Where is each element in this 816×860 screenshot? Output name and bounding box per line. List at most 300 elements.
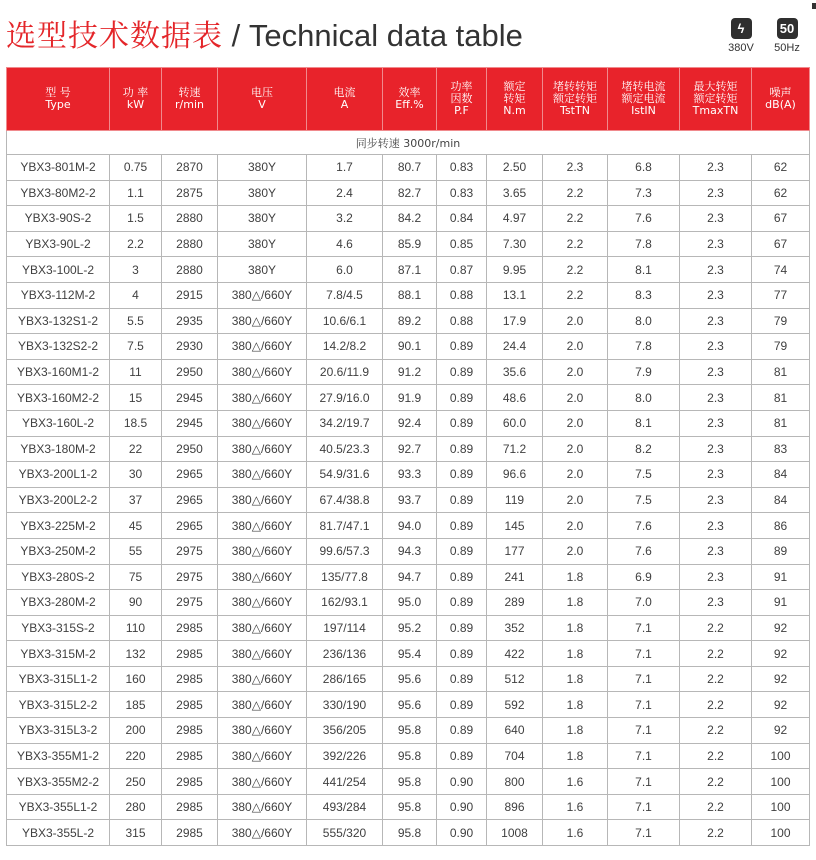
column-header-type xyxy=(7,68,110,131)
cell-efficiency: 95.0 xyxy=(383,590,437,616)
cell-speed: 2870 xyxy=(162,155,218,181)
cell-locked-torque-ratio: 1.8 xyxy=(543,743,608,769)
cell-locked-current-ratio: 7.0 xyxy=(608,590,680,616)
cell-power-factor: 0.89 xyxy=(437,615,487,641)
table-row xyxy=(7,180,810,206)
cell-noise: 84 xyxy=(752,462,810,488)
table-row xyxy=(7,692,810,718)
cell-locked-torque-ratio: 2.2 xyxy=(543,282,608,308)
voltage-label: 380V xyxy=(728,42,754,54)
cell-current: 197/114 xyxy=(307,615,383,641)
cell-max-torque-ratio: 2.3 xyxy=(680,308,752,334)
cell-power: 18.5 xyxy=(110,410,162,436)
cell-rated-torque: 145 xyxy=(487,513,543,539)
cell-locked-torque-ratio: 2.2 xyxy=(543,180,608,206)
cell-type: YBX3-132S1-2 xyxy=(7,308,110,334)
cell-voltage: 380Y xyxy=(218,257,307,283)
cell-locked-torque-ratio: 2.0 xyxy=(543,513,608,539)
cell-power: 37 xyxy=(110,487,162,513)
cell-power-factor: 0.89 xyxy=(437,334,487,360)
cell-power: 90 xyxy=(110,590,162,616)
cell-current: 3.2 xyxy=(307,206,383,232)
cell-voltage: 380△/660Y xyxy=(218,769,307,795)
cell-locked-current-ratio: 7.1 xyxy=(608,718,680,744)
cell-type: YBX3-160M2-2 xyxy=(7,385,110,411)
column-header-cn-line: 最大转矩 xyxy=(693,80,738,93)
cell-power-factor: 0.89 xyxy=(437,462,487,488)
cell-locked-current-ratio: 8.0 xyxy=(608,308,680,334)
cell-max-torque-ratio: 2.3 xyxy=(680,206,752,232)
cell-max-torque-ratio: 2.2 xyxy=(680,718,752,744)
table-row xyxy=(7,308,810,334)
cell-voltage: 380Y xyxy=(218,206,307,232)
cell-voltage: 380Y xyxy=(218,180,307,206)
cell-voltage: 380△/660Y xyxy=(218,538,307,564)
table-header-row xyxy=(7,68,810,131)
cell-locked-torque-ratio: 2.2 xyxy=(543,231,608,257)
cell-locked-torque-ratio: 1.8 xyxy=(543,666,608,692)
cell-noise: 100 xyxy=(752,820,810,846)
table-row xyxy=(7,359,810,385)
cell-power: 1.1 xyxy=(110,180,162,206)
cell-noise: 62 xyxy=(752,180,810,206)
cell-power: 4 xyxy=(110,282,162,308)
cell-voltage: 380△/660Y xyxy=(218,436,307,462)
cell-current: 493/284 xyxy=(307,794,383,820)
cell-locked-current-ratio: 7.6 xyxy=(608,538,680,564)
cell-locked-current-ratio: 8.1 xyxy=(608,410,680,436)
cell-rated-torque: 13.1 xyxy=(487,282,543,308)
cell-power-factor: 0.90 xyxy=(437,820,487,846)
cell-max-torque-ratio: 2.2 xyxy=(680,820,752,846)
cell-speed: 2985 xyxy=(162,641,218,667)
cell-max-torque-ratio: 2.3 xyxy=(680,538,752,564)
cell-power: 0.75 xyxy=(110,155,162,181)
cell-rated-torque: 4.97 xyxy=(487,206,543,232)
cell-rated-torque: 896 xyxy=(487,794,543,820)
table-row xyxy=(7,206,810,232)
cell-locked-torque-ratio: 2.2 xyxy=(543,206,608,232)
frequency-badge xyxy=(767,18,807,54)
cell-locked-torque-ratio: 1.8 xyxy=(543,615,608,641)
cell-efficiency: 89.2 xyxy=(383,308,437,334)
cell-efficiency: 85.9 xyxy=(383,231,437,257)
cell-max-torque-ratio: 2.3 xyxy=(680,359,752,385)
cell-max-torque-ratio: 2.3 xyxy=(680,436,752,462)
table-row xyxy=(7,282,810,308)
column-header-en: r/min xyxy=(175,98,204,111)
cell-locked-torque-ratio: 1.6 xyxy=(543,794,608,820)
cell-voltage: 380△/660Y xyxy=(218,385,307,411)
voltage-badge xyxy=(721,18,761,54)
lightning-icon: ϟ xyxy=(731,18,752,39)
table-row xyxy=(7,436,810,462)
page-title xyxy=(6,16,523,57)
cell-rated-torque: 48.6 xyxy=(487,385,543,411)
cell-noise: 100 xyxy=(752,743,810,769)
cell-efficiency: 95.4 xyxy=(383,641,437,667)
cell-locked-torque-ratio: 2.0 xyxy=(543,308,608,334)
cell-noise: 79 xyxy=(752,334,810,360)
cell-max-torque-ratio: 2.2 xyxy=(680,641,752,667)
cell-power-factor: 0.89 xyxy=(437,743,487,769)
column-header-cn-line: 堵转电流 xyxy=(621,80,666,93)
cell-power-factor: 0.88 xyxy=(437,282,487,308)
cell-max-torque-ratio: 2.2 xyxy=(680,743,752,769)
cell-efficiency: 92.7 xyxy=(383,436,437,462)
cell-locked-torque-ratio: 1.8 xyxy=(543,641,608,667)
cell-power: 15 xyxy=(110,385,162,411)
column-header-cn-line: 噪声 xyxy=(769,86,792,99)
cell-locked-torque-ratio: 1.8 xyxy=(543,564,608,590)
cell-voltage: 380△/660Y xyxy=(218,334,307,360)
cell-type: YBX3-200L1-2 xyxy=(7,462,110,488)
cell-power: 22 xyxy=(110,436,162,462)
cell-speed: 2945 xyxy=(162,385,218,411)
cell-power: 110 xyxy=(110,615,162,641)
table-row xyxy=(7,820,810,846)
cell-current: 555/320 xyxy=(307,820,383,846)
cell-max-torque-ratio: 2.3 xyxy=(680,410,752,436)
cell-locked-torque-ratio: 2.0 xyxy=(543,410,608,436)
cell-max-torque-ratio: 2.3 xyxy=(680,564,752,590)
corner-mark xyxy=(812,3,816,9)
cell-locked-current-ratio: 8.0 xyxy=(608,385,680,411)
cell-efficiency: 87.1 xyxy=(383,257,437,283)
cell-power: 280 xyxy=(110,794,162,820)
cell-rated-torque: 241 xyxy=(487,564,543,590)
cell-rated-torque: 352 xyxy=(487,615,543,641)
cell-voltage: 380Y xyxy=(218,231,307,257)
cell-efficiency: 82.7 xyxy=(383,180,437,206)
cell-current: 4.6 xyxy=(307,231,383,257)
cell-voltage: 380△/660Y xyxy=(218,487,307,513)
cell-noise: 92 xyxy=(752,718,810,744)
cell-locked-torque-ratio: 2.2 xyxy=(543,257,608,283)
cell-speed: 2875 xyxy=(162,180,218,206)
cell-power-factor: 0.83 xyxy=(437,180,487,206)
column-header-cn-line: 堵转转矩 xyxy=(553,80,597,93)
cell-type: YBX3-132S2-2 xyxy=(7,334,110,360)
table-row xyxy=(7,513,810,539)
cell-efficiency: 84.2 xyxy=(383,206,437,232)
cell-noise: 92 xyxy=(752,615,810,641)
table-row xyxy=(7,155,810,181)
cell-current: 162/93.1 xyxy=(307,590,383,616)
sync-speed-row xyxy=(7,131,810,155)
cell-current: 7.8/4.5 xyxy=(307,282,383,308)
table-row xyxy=(7,410,810,436)
column-header-en: Eff.% xyxy=(395,98,424,111)
cell-locked-torque-ratio: 2.3 xyxy=(543,155,608,181)
cell-locked-current-ratio: 7.5 xyxy=(608,487,680,513)
cell-power-factor: 0.89 xyxy=(437,666,487,692)
cell-rated-torque: 24.4 xyxy=(487,334,543,360)
cell-rated-torque: 35.6 xyxy=(487,359,543,385)
column-header-en: P.F xyxy=(454,104,469,117)
column-header-en: kW xyxy=(126,98,145,111)
table-row xyxy=(7,769,810,795)
cell-power-factor: 0.89 xyxy=(437,513,487,539)
cell-max-torque-ratio: 2.3 xyxy=(680,462,752,488)
cell-type: YBX3-200L2-2 xyxy=(7,487,110,513)
table-row xyxy=(7,641,810,667)
cell-efficiency: 91.9 xyxy=(383,385,437,411)
cell-locked-current-ratio: 7.1 xyxy=(608,692,680,718)
cell-power-factor: 0.83 xyxy=(437,155,487,181)
cell-efficiency: 95.8 xyxy=(383,718,437,744)
cell-type: YBX3-315L2-2 xyxy=(7,692,110,718)
cell-current: 356/205 xyxy=(307,718,383,744)
cell-power-factor: 0.89 xyxy=(437,692,487,718)
table-row xyxy=(7,564,810,590)
cell-rated-torque: 640 xyxy=(487,718,543,744)
cell-max-torque-ratio: 2.3 xyxy=(680,487,752,513)
cell-voltage: 380△/660Y xyxy=(218,359,307,385)
cell-current: 67.4/38.8 xyxy=(307,487,383,513)
cell-noise: 92 xyxy=(752,641,810,667)
cell-noise: 91 xyxy=(752,564,810,590)
cell-max-torque-ratio: 2.2 xyxy=(680,794,752,820)
column-header-cn-line: 电压 xyxy=(251,86,273,99)
cell-type: YBX3-315L3-2 xyxy=(7,718,110,744)
cell-locked-current-ratio: 7.1 xyxy=(608,820,680,846)
cell-type: YBX3-90L-2 xyxy=(7,231,110,257)
column-header-en: V xyxy=(258,98,266,111)
cell-rated-torque: 177 xyxy=(487,538,543,564)
column-header-cn-line: 电流 xyxy=(333,86,356,99)
cell-speed: 2985 xyxy=(162,718,218,744)
cell-power: 185 xyxy=(110,692,162,718)
cell-noise: 67 xyxy=(752,231,810,257)
cell-efficiency: 94.3 xyxy=(383,538,437,564)
column-header-cn-line: 额定电流 xyxy=(621,92,666,105)
cell-max-torque-ratio: 2.3 xyxy=(680,513,752,539)
cell-current: 14.2/8.2 xyxy=(307,334,383,360)
cell-current: 40.5/23.3 xyxy=(307,436,383,462)
cell-noise: 81 xyxy=(752,410,810,436)
cell-power: 55 xyxy=(110,538,162,564)
cell-rated-torque: 2.50 xyxy=(487,155,543,181)
cell-power-factor: 0.89 xyxy=(437,410,487,436)
cell-current: 441/254 xyxy=(307,769,383,795)
column-header-en: A xyxy=(340,98,349,111)
cell-locked-current-ratio: 7.3 xyxy=(608,180,680,206)
column-header-en: Type xyxy=(45,98,71,111)
cell-efficiency: 80.7 xyxy=(383,155,437,181)
cell-noise: 81 xyxy=(752,385,810,411)
cell-locked-current-ratio: 7.1 xyxy=(608,794,680,820)
cell-locked-current-ratio: 7.6 xyxy=(608,513,680,539)
table-row xyxy=(7,231,810,257)
cell-power-factor: 0.89 xyxy=(437,718,487,744)
title-separator: / xyxy=(231,18,241,53)
cell-current: 34.2/19.7 xyxy=(307,410,383,436)
column-header-power-factor xyxy=(437,68,487,131)
table-row xyxy=(7,615,810,641)
cell-efficiency: 95.8 xyxy=(383,820,437,846)
cell-noise: 86 xyxy=(752,513,810,539)
cell-current: 236/136 xyxy=(307,641,383,667)
table-row xyxy=(7,794,810,820)
cell-rated-torque: 704 xyxy=(487,743,543,769)
cell-type: YBX3-180M-2 xyxy=(7,436,110,462)
cell-voltage: 380△/660Y xyxy=(218,615,307,641)
cell-max-torque-ratio: 2.3 xyxy=(680,231,752,257)
cell-power: 220 xyxy=(110,743,162,769)
cell-type: YBX3-315M-2 xyxy=(7,641,110,667)
cell-power: 7.5 xyxy=(110,334,162,360)
cell-voltage: 380△/660Y xyxy=(218,308,307,334)
cell-rated-torque: 3.65 xyxy=(487,180,543,206)
cell-rated-torque: 60.0 xyxy=(487,410,543,436)
column-header-cn-line: 因数 xyxy=(450,92,473,105)
cell-speed: 2985 xyxy=(162,615,218,641)
cell-max-torque-ratio: 2.3 xyxy=(680,155,752,181)
cell-current: 81.7/47.1 xyxy=(307,513,383,539)
cell-power-factor: 0.90 xyxy=(437,794,487,820)
cell-efficiency: 95.8 xyxy=(383,743,437,769)
cell-power: 5.5 xyxy=(110,308,162,334)
column-header-cn-line: 功率 xyxy=(450,80,473,93)
table-row xyxy=(7,462,810,488)
cell-rated-torque: 7.30 xyxy=(487,231,543,257)
cell-type: YBX3-355M1-2 xyxy=(7,743,110,769)
cell-max-torque-ratio: 2.2 xyxy=(680,769,752,795)
cell-noise: 92 xyxy=(752,666,810,692)
cell-power: 45 xyxy=(110,513,162,539)
cell-rated-torque: 17.9 xyxy=(487,308,543,334)
cell-current: 99.6/57.3 xyxy=(307,538,383,564)
cell-noise: 62 xyxy=(752,155,810,181)
cell-max-torque-ratio: 2.3 xyxy=(680,334,752,360)
cell-power: 315 xyxy=(110,820,162,846)
cell-speed: 2985 xyxy=(162,743,218,769)
cell-voltage: 380Y xyxy=(218,155,307,181)
cell-type: YBX3-280M-2 xyxy=(7,590,110,616)
cell-efficiency: 91.2 xyxy=(383,359,437,385)
table-row xyxy=(7,538,810,564)
cell-rated-torque: 422 xyxy=(487,641,543,667)
column-header-locked-torque-ratio xyxy=(543,68,608,131)
cell-type: YBX3-801M-2 xyxy=(7,155,110,181)
cell-power: 1.5 xyxy=(110,206,162,232)
column-header-cn-line: 额定 xyxy=(503,80,526,93)
column-header-en: TmaxTN xyxy=(692,104,739,117)
cell-type: YBX3-100L-2 xyxy=(7,257,110,283)
table-row xyxy=(7,257,810,283)
sync-speed-label: 同步转速 3000r/min xyxy=(7,131,810,155)
cell-locked-current-ratio: 8.1 xyxy=(608,257,680,283)
cell-efficiency: 88.1 xyxy=(383,282,437,308)
cell-voltage: 380△/660Y xyxy=(218,641,307,667)
cell-power-factor: 0.89 xyxy=(437,436,487,462)
cell-power-factor: 0.89 xyxy=(437,487,487,513)
cell-power: 3 xyxy=(110,257,162,283)
column-header-cn-line: 效率 xyxy=(398,86,421,99)
cell-speed: 2880 xyxy=(162,231,218,257)
cell-rated-torque: 96.6 xyxy=(487,462,543,488)
cell-max-torque-ratio: 2.3 xyxy=(680,180,752,206)
cell-type: YBX3-355M2-2 xyxy=(7,769,110,795)
cell-power: 75 xyxy=(110,564,162,590)
cell-speed: 2985 xyxy=(162,666,218,692)
cell-type: YBX3-90S-2 xyxy=(7,206,110,232)
cell-current: 330/190 xyxy=(307,692,383,718)
cell-current: 135/77.8 xyxy=(307,564,383,590)
frequency-icon: 50 xyxy=(777,18,798,39)
cell-power-factor: 0.89 xyxy=(437,359,487,385)
cell-noise: 84 xyxy=(752,487,810,513)
cell-type: YBX3-80M2-2 xyxy=(7,180,110,206)
cell-power: 160 xyxy=(110,666,162,692)
cell-speed: 2950 xyxy=(162,359,218,385)
cell-locked-torque-ratio: 2.0 xyxy=(543,359,608,385)
title-chinese: 选型技术数据表 xyxy=(6,19,223,54)
cell-locked-current-ratio: 7.1 xyxy=(608,666,680,692)
column-header-cn-line: 转矩 xyxy=(503,92,526,105)
cell-current: 20.6/11.9 xyxy=(307,359,383,385)
cell-rated-torque: 800 xyxy=(487,769,543,795)
cell-rated-torque: 592 xyxy=(487,692,543,718)
cell-type: YBX3-250M-2 xyxy=(7,538,110,564)
cell-voltage: 380△/660Y xyxy=(218,692,307,718)
cell-power-factor: 0.89 xyxy=(437,538,487,564)
cell-speed: 2985 xyxy=(162,769,218,795)
cell-speed: 2965 xyxy=(162,487,218,513)
cell-noise: 100 xyxy=(752,769,810,795)
cell-locked-current-ratio: 7.9 xyxy=(608,359,680,385)
cell-current: 392/226 xyxy=(307,743,383,769)
cell-power-factor: 0.84 xyxy=(437,206,487,232)
column-header-cn-line: 额定转矩 xyxy=(553,92,597,105)
cell-voltage: 380△/660Y xyxy=(218,718,307,744)
cell-efficiency: 93.7 xyxy=(383,487,437,513)
cell-rated-torque: 512 xyxy=(487,666,543,692)
table-row xyxy=(7,718,810,744)
table-row xyxy=(7,334,810,360)
cell-type: YBX3-315S-2 xyxy=(7,615,110,641)
cell-max-torque-ratio: 2.3 xyxy=(680,590,752,616)
cell-rated-torque: 9.95 xyxy=(487,257,543,283)
cell-efficiency: 93.3 xyxy=(383,462,437,488)
frequency-label: 50Hz xyxy=(774,42,800,54)
cell-locked-current-ratio: 7.1 xyxy=(608,769,680,795)
cell-locked-current-ratio: 7.6 xyxy=(608,206,680,232)
cell-voltage: 380△/660Y xyxy=(218,462,307,488)
table-row xyxy=(7,666,810,692)
column-header-noise xyxy=(752,68,810,131)
cell-locked-torque-ratio: 2.0 xyxy=(543,436,608,462)
cell-locked-current-ratio: 7.8 xyxy=(608,334,680,360)
cell-efficiency: 90.1 xyxy=(383,334,437,360)
cell-locked-torque-ratio: 1.6 xyxy=(543,820,608,846)
table-row xyxy=(7,590,810,616)
cell-power-factor: 0.89 xyxy=(437,564,487,590)
column-header-rated-torque xyxy=(487,68,543,131)
cell-efficiency: 95.8 xyxy=(383,769,437,795)
cell-speed: 2975 xyxy=(162,564,218,590)
column-header-cn-line: 功 率 xyxy=(122,86,149,99)
cell-noise: 67 xyxy=(752,206,810,232)
cell-noise: 91 xyxy=(752,590,810,616)
cell-power-factor: 0.90 xyxy=(437,769,487,795)
cell-type: YBX3-225M-2 xyxy=(7,513,110,539)
cell-power-factor: 0.89 xyxy=(437,641,487,667)
column-header-voltage xyxy=(218,68,307,131)
cell-efficiency: 95.8 xyxy=(383,794,437,820)
cell-type: YBX3-315L1-2 xyxy=(7,666,110,692)
